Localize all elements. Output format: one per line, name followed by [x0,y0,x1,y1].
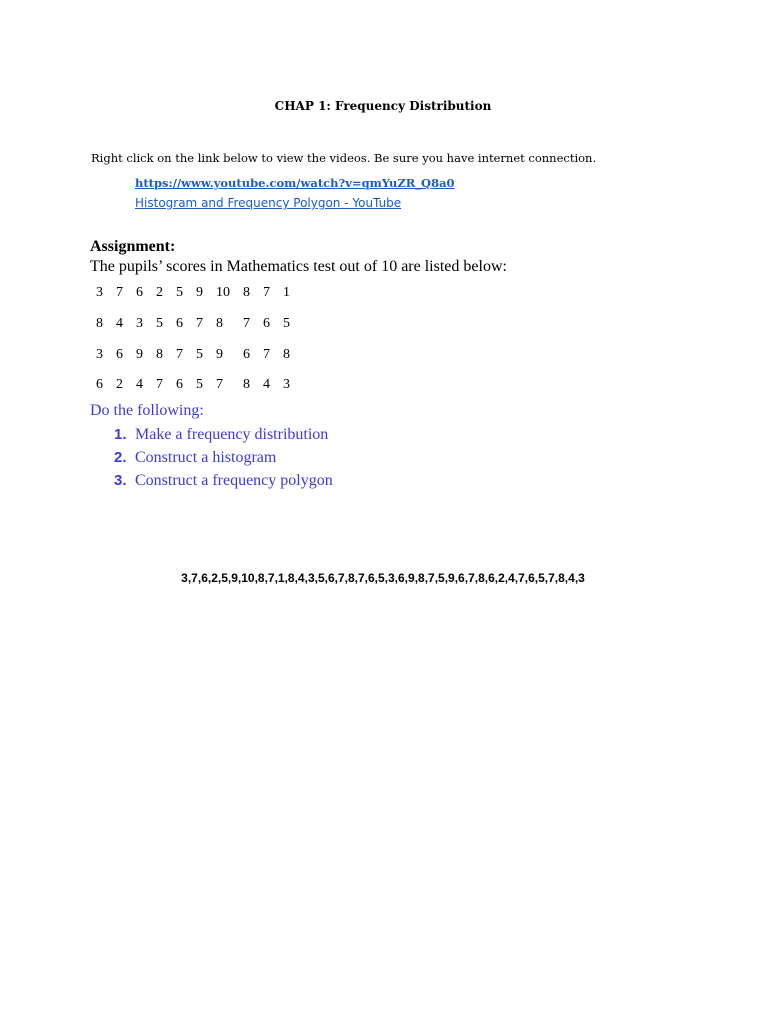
score-value: 8 [243,377,250,392]
page-title: CHAP 1: Frequency Distribution [274,99,492,113]
score-value: 4 [136,377,143,392]
video-instruction: Right click on the link below to view the videos. Be sure you have internet connection. [91,151,597,165]
score-row [0,347,400,367]
score-value: 10 [216,285,230,300]
score-value: 7 [176,347,183,362]
score-value: 5 [196,377,203,392]
task-number: 1. [114,426,127,443]
score-value: 2 [156,285,163,300]
score-value: 5 [283,316,290,331]
score-value: 2 [116,377,123,392]
task-text: Construct a histogram [135,449,277,466]
score-value: 7 [243,316,250,331]
task-number: 2. [114,449,127,466]
score-value: 8 [216,316,223,331]
score-value: 6 [96,377,103,392]
score-value: 4 [263,377,270,392]
score-value: 7 [263,285,270,300]
score-value: 8 [96,316,103,331]
score-value: 6 [176,316,183,331]
task-item-1 [114,426,328,444]
score-value: 6 [116,347,123,362]
score-value: 8 [283,347,290,362]
score-value: 6 [176,377,183,392]
score-value: 3 [136,316,143,331]
score-row [0,316,400,336]
score-value: 3 [96,347,103,362]
assignment-description: The pupils’ scores in Mathematics test out of 10 are listed below: [90,258,507,275]
score-value: 7 [116,285,123,300]
score-row [0,377,400,397]
score-value: 5 [196,347,203,362]
score-value: 6 [136,285,143,300]
score-value: 9 [136,347,143,362]
scores-comma-list: 3,7,6,2,5,9,10,8,7,1,8,4,3,5,6,7,8,7,6,5,3,6,9,8,7,5,9,6,7,8,6,2,4,7,6,5,7,8,4,3 [181,571,585,585]
score-value: 6 [243,347,250,362]
task-text: Construct a frequency polygon [135,472,333,489]
score-value: 9 [216,347,223,362]
instructions-heading: Do the following: [90,402,204,419]
score-value: 3 [96,285,103,300]
score-value: 4 [116,316,123,331]
assignment-heading: Assignment: [90,238,176,255]
score-value: 9 [196,285,203,300]
score-value: 8 [156,347,163,362]
score-value: 7 [263,347,270,362]
youtube-link-title[interactable]: Histogram and Frequency Polygon - YouTube [135,196,402,210]
score-value: 7 [156,377,163,392]
score-value: 1 [283,285,290,300]
task-item-2 [114,449,276,467]
score-value: 7 [216,377,223,392]
youtube-link-url[interactable]: https://www.youtube.com/watch?v=qmYuZR_Q8a0 [135,176,455,190]
task-number: 3. [114,472,127,489]
score-value: 8 [243,285,250,300]
score-value: 7 [196,316,203,331]
score-value: 6 [263,316,270,331]
score-value: 3 [283,377,290,392]
score-row [0,285,400,305]
score-value: 5 [156,316,163,331]
score-value: 5 [176,285,183,300]
task-item-3 [114,472,333,490]
task-text: Make a frequency distribution [135,426,329,443]
